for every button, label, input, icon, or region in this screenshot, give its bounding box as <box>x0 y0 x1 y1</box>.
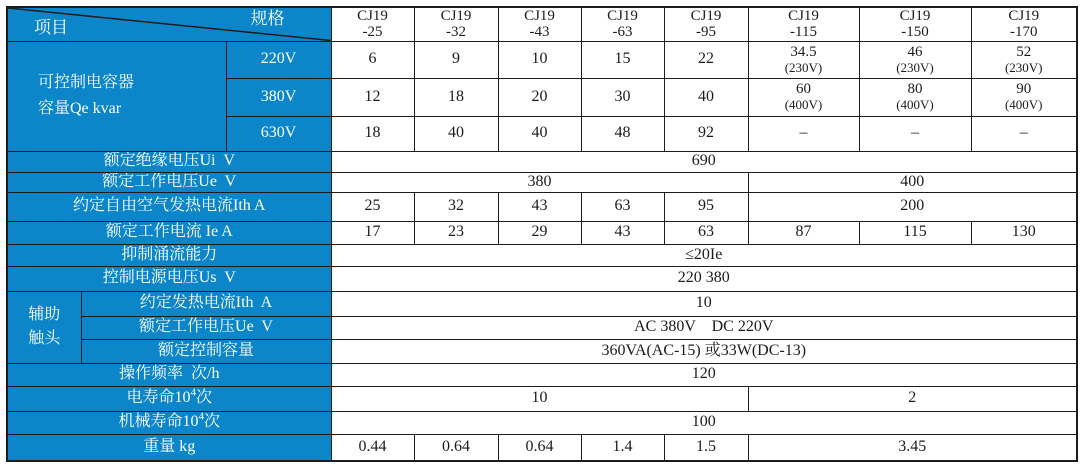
model-header-cj19-150 <box>859 7 971 41</box>
header-corner-cell <box>7 7 331 41</box>
value-cell: 22 <box>664 41 748 78</box>
value-cell <box>971 78 1077 116</box>
row-label-free-air-current: 约定自由空气发热电流Ith A <box>7 192 331 221</box>
header-item-label: 项目 <box>34 17 68 37</box>
capacity-label-line1: 可控制电容器 <box>38 73 135 91</box>
row-label-electrical-life <box>7 386 331 411</box>
capacity-group-label <box>7 41 226 151</box>
row-aux-working-voltage <box>7 316 1077 339</box>
row-label-frequency: 操作频率 次/h <box>7 363 331 386</box>
value-cell: 115 <box>859 221 971 244</box>
value-cell: 63 <box>664 221 748 244</box>
value-cell: 6 <box>331 41 414 78</box>
value-cell <box>859 78 971 116</box>
value-cell: 40 <box>498 116 581 151</box>
spec-table <box>6 6 1078 462</box>
value-main: 46 <box>907 43 923 60</box>
value-cell: 400 <box>748 172 1077 192</box>
model-line2: -43 <box>529 24 550 41</box>
aux-label-line2: 触头 <box>28 330 61 347</box>
value-cell: 12 <box>331 78 414 116</box>
value-cell <box>859 41 971 78</box>
model-line2: -25 <box>362 24 383 41</box>
value-cell: 40 <box>664 78 748 116</box>
value-cell: – <box>859 116 971 151</box>
model-line2: -32 <box>446 24 466 41</box>
value-cell: 120 <box>331 363 1077 386</box>
model-line2: -115 <box>790 24 817 41</box>
value-cell: 20 <box>498 78 581 116</box>
aux-label-line1: 辅助 <box>28 306 61 323</box>
label-sup: 4 <box>198 411 204 423</box>
model-line1: CJ19 <box>357 8 388 25</box>
value-cell: 17 <box>331 221 414 244</box>
value-cell <box>748 78 859 116</box>
value-cell: 92 <box>664 116 748 151</box>
row-label-control-voltage: 控制电源电压Us V <box>7 266 331 291</box>
label-pre: 机械寿命10 <box>118 413 199 431</box>
row-label-inrush: 抑制涌流能力 <box>7 244 331 266</box>
value-cell: 95 <box>664 192 748 221</box>
value-cell: 1.5 <box>664 434 748 461</box>
value-main: 34.5 <box>790 43 817 60</box>
value-cell: 10 <box>331 291 1077 316</box>
model-line1: CJ19 <box>607 8 638 25</box>
value-cell: 32 <box>414 192 498 221</box>
value-cell: 2 <box>748 386 1077 411</box>
model-line1: CJ19 <box>524 8 555 25</box>
value-cell: 220 380 <box>331 266 1077 291</box>
value-cell: 380 <box>331 172 748 192</box>
label-post: 次 <box>204 413 221 431</box>
value-sub: (400V) <box>896 97 934 113</box>
value-sub: (400V) <box>784 97 823 113</box>
value-main: 60 <box>796 81 811 98</box>
value-cell: 3.45 <box>748 434 1077 461</box>
voltage-label-380v: 380V <box>226 78 331 116</box>
capacity-row-220v <box>7 41 1077 78</box>
value-cell: 43 <box>498 192 581 221</box>
voltage-label-630v: 630V <box>226 116 331 151</box>
row-insulation-voltage <box>7 151 1077 172</box>
label-post: 次 <box>196 389 213 407</box>
aux-group-label <box>7 291 81 363</box>
row-working-voltage <box>7 172 1077 192</box>
header-row <box>7 7 1077 41</box>
row-aux-control-capacity <box>7 339 1077 363</box>
value-cell: 0.64 <box>414 434 498 461</box>
value-cell: 360VA(AC-15) 或33W(DC-13) <box>331 339 1077 363</box>
value-sub: (400V) <box>1004 97 1043 113</box>
value-cell: 100 <box>331 411 1077 434</box>
value-cell: 87 <box>748 221 859 244</box>
value-cell: 130 <box>971 221 1077 244</box>
row-aux-thermal-current <box>7 291 1077 316</box>
value-cell: 0.64 <box>498 434 581 461</box>
model-line1: CJ19 <box>788 8 819 25</box>
value-cell <box>748 41 859 78</box>
row-label-aux-working-voltage: 额定工作电压Ue V <box>81 316 331 339</box>
model-line1: CJ19 <box>440 8 472 25</box>
value-main: 90 <box>1016 81 1032 98</box>
voltage-label-220v: 220V <box>226 41 331 78</box>
row-label-weight: 重量 kg <box>7 434 331 461</box>
row-label-insulation: 额定绝缘电压Ui V <box>7 151 331 172</box>
row-label-aux-control-capacity: 额定控制容量 <box>81 339 331 363</box>
model-line1: CJ19 <box>899 8 931 25</box>
row-inrush <box>7 244 1077 266</box>
model-line2: -63 <box>612 24 633 41</box>
model-header-cj19-170 <box>971 7 1077 41</box>
row-rated-current <box>7 221 1077 244</box>
value-cell: 63 <box>581 192 664 221</box>
model-header-cj19-63 <box>581 7 664 41</box>
value-cell: 18 <box>414 78 498 116</box>
model-header-cj19-32 <box>414 7 498 41</box>
model-header-cj19-95 <box>664 7 748 41</box>
row-control-voltage <box>7 266 1077 291</box>
value-cell: ≤20Ie <box>331 244 1077 266</box>
value-cell: AC 380V DC 220V <box>331 316 1077 339</box>
model-line2: -150 <box>901 24 929 41</box>
value-cell: 29 <box>498 221 581 244</box>
value-sub: (230V) <box>1004 59 1043 75</box>
value-sub: (230V) <box>784 59 823 75</box>
value-cell: 9 <box>414 41 498 78</box>
value-main: 52 <box>1016 43 1032 60</box>
row-label-aux-thermal-current: 约定发热电流Ith A <box>81 291 331 316</box>
model-line1: CJ19 <box>690 8 722 25</box>
model-header-cj19-25 <box>331 7 414 41</box>
value-cell: 1.4 <box>581 434 664 461</box>
model-header-cj19-115 <box>748 7 859 41</box>
value-cell: 43 <box>581 221 664 244</box>
model-line1: CJ19 <box>1008 8 1040 25</box>
label-pre: 电寿命10 <box>126 389 191 407</box>
value-cell: 200 <box>748 192 1077 221</box>
row-free-air-current <box>7 192 1077 221</box>
row-label-working-voltage: 额定工作电压Ue V <box>7 172 331 192</box>
model-line2: -95 <box>696 24 716 41</box>
header-spec-label: 规格 <box>250 9 285 28</box>
row-label-rated-current: 额定工作电流 Ie A <box>7 221 331 244</box>
row-label-mechanical-life <box>7 411 331 434</box>
value-cell: 18 <box>331 116 414 151</box>
value-cell: – <box>748 116 859 151</box>
value-cell: 10 <box>498 41 581 78</box>
model-header-cj19-43 <box>498 7 581 41</box>
value-cell: 15 <box>581 41 664 78</box>
capacity-label-line2: 容量Qe kvar <box>38 100 122 117</box>
value-cell: 0.44 <box>331 434 414 461</box>
value-cell: 25 <box>331 192 414 221</box>
value-cell: 23 <box>414 221 498 244</box>
value-cell: 690 <box>331 151 1077 172</box>
row-mechanical-life <box>7 411 1077 434</box>
value-cell: 30 <box>581 78 664 116</box>
value-cell: – <box>971 116 1077 151</box>
row-electrical-life <box>7 386 1077 411</box>
value-cell: 40 <box>414 116 498 151</box>
value-cell: 48 <box>581 116 664 151</box>
value-sub: (230V) <box>896 59 934 75</box>
model-line2: -170 <box>1010 24 1038 41</box>
value-main: 80 <box>907 81 923 98</box>
row-weight <box>7 434 1077 461</box>
value-cell: 10 <box>331 386 748 411</box>
row-frequency <box>7 363 1077 386</box>
value-cell <box>971 41 1077 78</box>
label-sup: 4 <box>190 386 196 399</box>
